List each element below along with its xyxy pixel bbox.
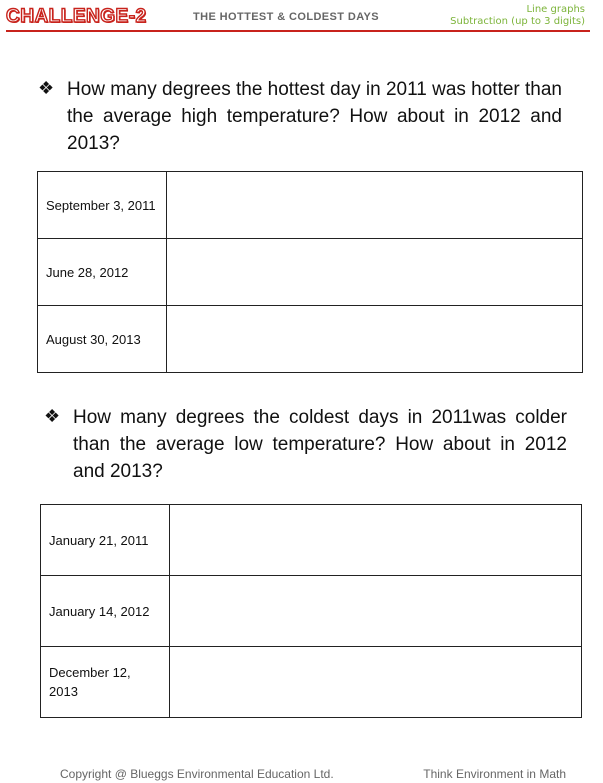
answer-cell[interactable] [170, 505, 582, 576]
question-2-text: How many degrees the coldest days in 2011was colder than the average low temperature? How about in 2012 and 2013? [73, 407, 567, 482]
table-row [41, 576, 582, 647]
table-row [38, 172, 583, 239]
footer-tagline: Think Environment in Math [423, 767, 566, 781]
worksheet-title: THE HOTTEST & COLDEST DAYS [193, 11, 380, 23]
diamond-bullet-icon: ❖ [38, 78, 55, 98]
date-cell: January 14, 2012 [41, 576, 170, 647]
date-cell: January 21, 2011 [41, 505, 170, 576]
date-cell: June 28, 2012 [38, 239, 167, 306]
answer-table-1 [37, 171, 583, 373]
question-1-text: How many degrees the hottest day in 2011 was hotter than the average high temperature? How about in 2012 and 2013? [67, 79, 563, 154]
answer-cell[interactable] [170, 647, 582, 718]
worksheet-meta [450, 4, 585, 28]
footer-copyright: Copyright @ Blueggs Environmental Education Ltd. [60, 767, 334, 781]
date-cell: December 12, 2013 [41, 647, 170, 718]
date-cell: September 3, 2011 [38, 172, 167, 239]
diamond-bullet-icon: ❖ [44, 406, 61, 426]
answer-cell[interactable] [167, 239, 583, 306]
table-row [38, 239, 583, 306]
table-row [38, 306, 583, 373]
table-row [41, 505, 582, 576]
header-rule [6, 30, 590, 32]
answer-cell[interactable] [170, 576, 582, 647]
date-cell: August 30, 2013 [38, 306, 167, 373]
answer-table-2 [40, 504, 582, 718]
answer-cell[interactable] [167, 306, 583, 373]
answer-cell[interactable] [167, 172, 583, 239]
challenge-badge: CHALLENGE-2 [6, 6, 147, 27]
topic-label: Line graphs [526, 4, 585, 15]
table-row [41, 647, 582, 718]
skill-label: Subtraction (up to 3 digits) [450, 16, 585, 27]
